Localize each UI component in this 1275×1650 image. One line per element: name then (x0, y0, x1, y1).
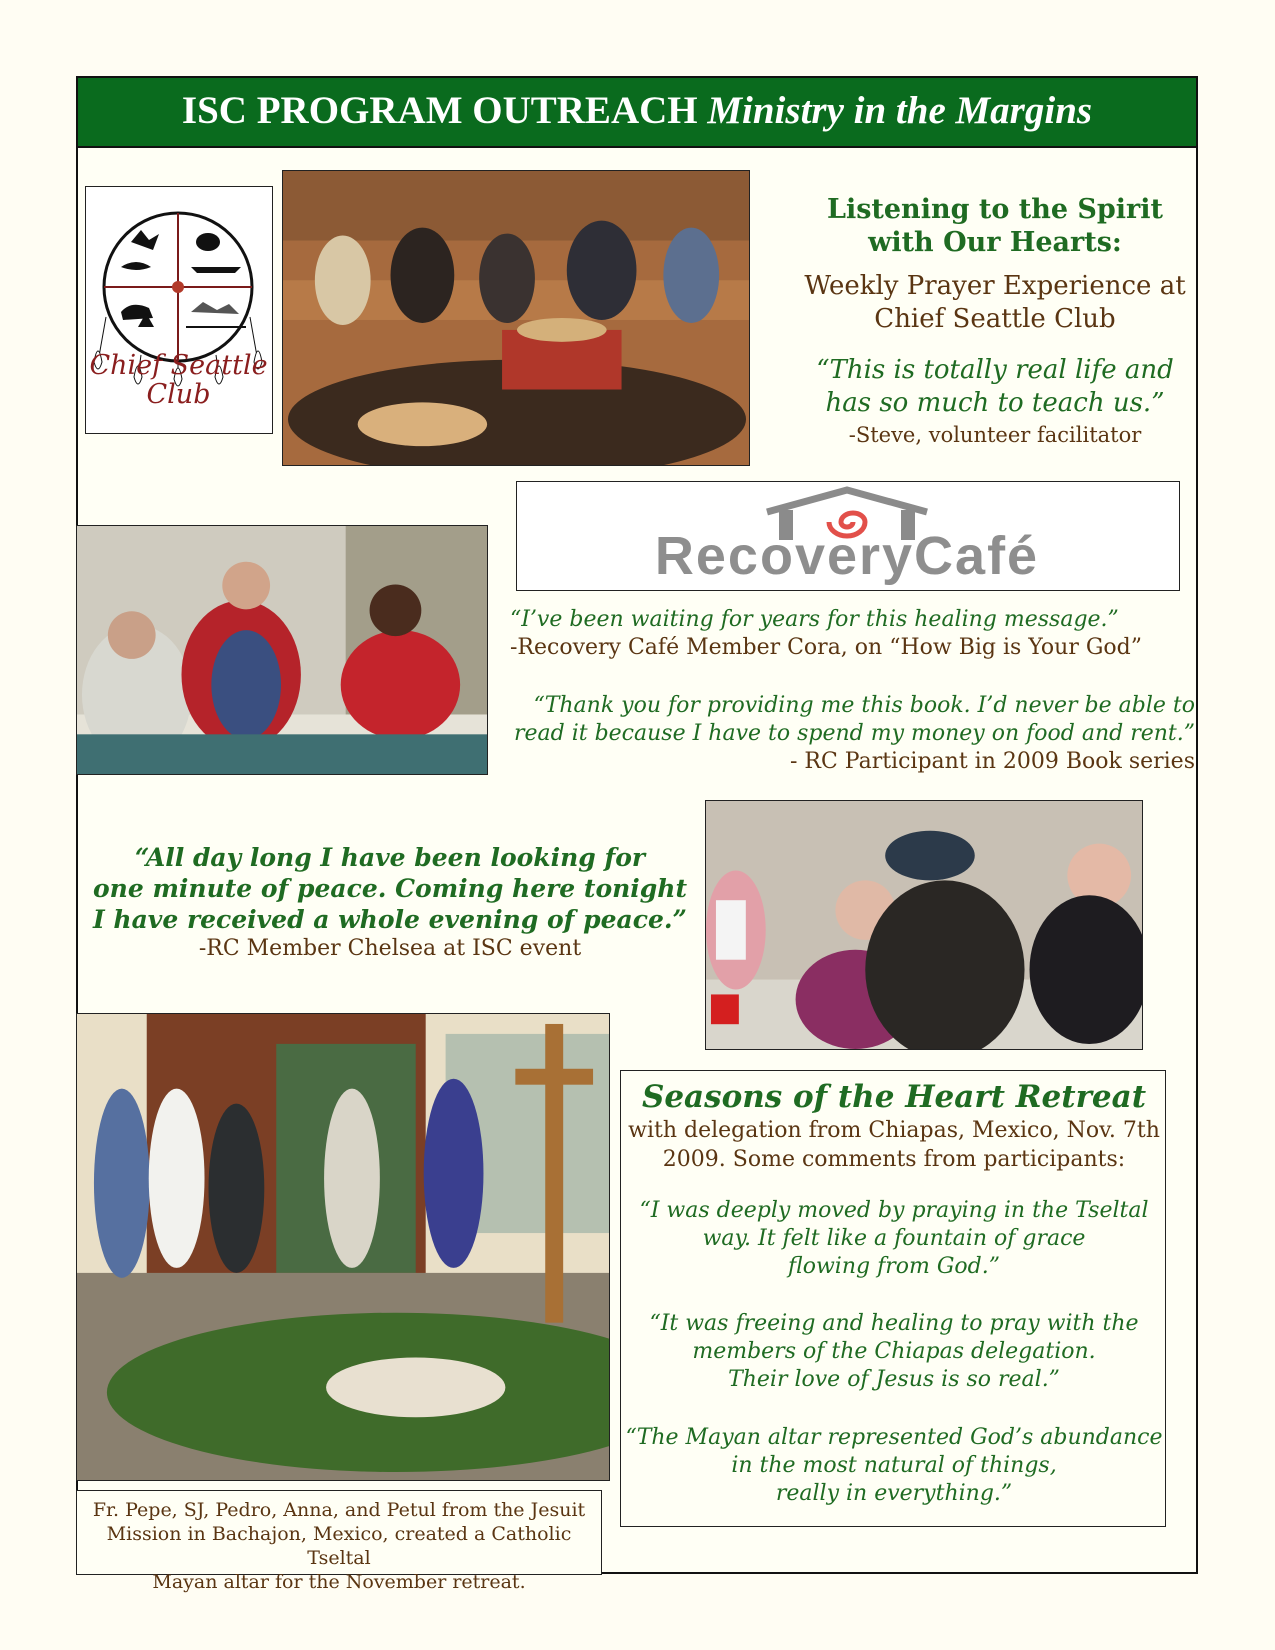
retreat-intro-line-1: with delegation from Chiapas, Mexico, Nov. 7th (628, 1118, 1160, 1143)
retreat-intro (621, 1116, 1167, 1174)
logo-line-1: Chief Seattle (89, 350, 268, 381)
photo-prayer-circle (282, 170, 750, 466)
retreat-box (620, 1070, 1166, 1527)
recovery-cafe-logo (516, 481, 1180, 591)
retreat-title: Seasons of the Heart Retreat (641, 1079, 1147, 1115)
peace-attribution: -RC Member Chelsea at ISC event (198, 936, 582, 961)
steve-quote-line-1: “This is totally real life and (816, 355, 1174, 385)
retreat-quote-3 (621, 1424, 1167, 1508)
subheading-line-1: Weekly Prayer Experience at (804, 271, 1186, 301)
logo-line-2: Club (146, 379, 211, 410)
retreat-quote-1-line-3: flowing from God.” (788, 1254, 1000, 1279)
caption-line-2: Mission in Bachajon, Mexico, created a Catholic Tseltal (106, 1523, 572, 1569)
retreat-quote-2-line-2: members of the Chiapas delegation. (692, 1339, 1096, 1364)
cora-quote-block (510, 606, 1190, 662)
retreat-quote-2-line-1: “It was freeing and healing to pray with the (649, 1311, 1139, 1336)
retreat-quote-3-line-3: really in everything.” (775, 1481, 1013, 1506)
book-quote-block (505, 692, 1195, 776)
photo-women-at-table (705, 800, 1143, 1050)
retreat-quote-1-line-1: “I was deeply moved by praying in the Tseltal (639, 1198, 1149, 1223)
photo-recovery-cafe-group (76, 525, 488, 775)
retreat-intro-line-2: 2009. Some comments from participants: (662, 1147, 1126, 1172)
chief-seattle-logo (85, 186, 273, 434)
recovery-cafe-logo-text: RecoveryCafé (654, 526, 1040, 586)
book-quote-attribution: - RC Participant in 2009 Book series (789, 749, 1195, 774)
caption-line-3: Mayan altar for the November retreat. (152, 1571, 526, 1593)
chief-seattle-subheading (760, 270, 1230, 336)
retreat-quote-3-line-1: “The Mayan altar represented God’s abundance (625, 1425, 1163, 1450)
retreat-quote-3-line-2: in the most natural of things, (731, 1453, 1057, 1478)
steve-attribution: -Steve, volunteer facilitator (848, 423, 1142, 447)
peace-quote-line-3: I have received a whole evening of peace.” (93, 905, 687, 934)
logo-text (86, 351, 271, 409)
cora-attribution: -Recovery Café Member Cora, on “How Big is Your God” (510, 635, 1142, 660)
peace-quote-line-1: “All day long I have been looking for (134, 843, 646, 872)
banner-title: ISC PROGRAM OUTREACH (181, 89, 698, 132)
steve-quote-line-2: has so much to teach us.” (825, 388, 1165, 418)
photo-mayan-altar (76, 1013, 610, 1481)
peace-quote-line-2: one minute of peace. Coming here tonight (92, 874, 688, 903)
peace-quote (80, 842, 700, 935)
banner-subtitle: Ministry in the Margins (707, 89, 1093, 132)
retreat-quote-1-line-2: way. It felt like a fountain of grace (702, 1226, 1086, 1251)
cora-quote: “I’ve been waiting for years for this healing message.” (510, 607, 1119, 632)
caption-line-1: Fr. Pepe, SJ, Pedro, Anna, and Petul from the Jesuit (92, 1499, 586, 1521)
chief-seattle-heading (760, 193, 1230, 259)
retreat-quote-2-line-3: Their love of Jesus is so real.” (728, 1367, 1060, 1392)
book-quote-line-1: “Thank you for providing me this book. I’d never be able to (533, 693, 1195, 718)
heading-line-1: Listening to the Spirit (826, 194, 1164, 225)
photo-caption (76, 1490, 602, 1593)
subheading-line-2: Chief Seattle Club (874, 304, 1116, 334)
retreat-quote-2 (621, 1310, 1167, 1394)
book-quote-line-2: read it because I have to spend my money on food and rent.” (513, 721, 1195, 746)
retreat-quote-1 (621, 1197, 1167, 1281)
page-banner (76, 76, 1198, 148)
steve-quote (760, 354, 1230, 420)
heading-line-2: with Our Hearts: (868, 227, 1122, 258)
